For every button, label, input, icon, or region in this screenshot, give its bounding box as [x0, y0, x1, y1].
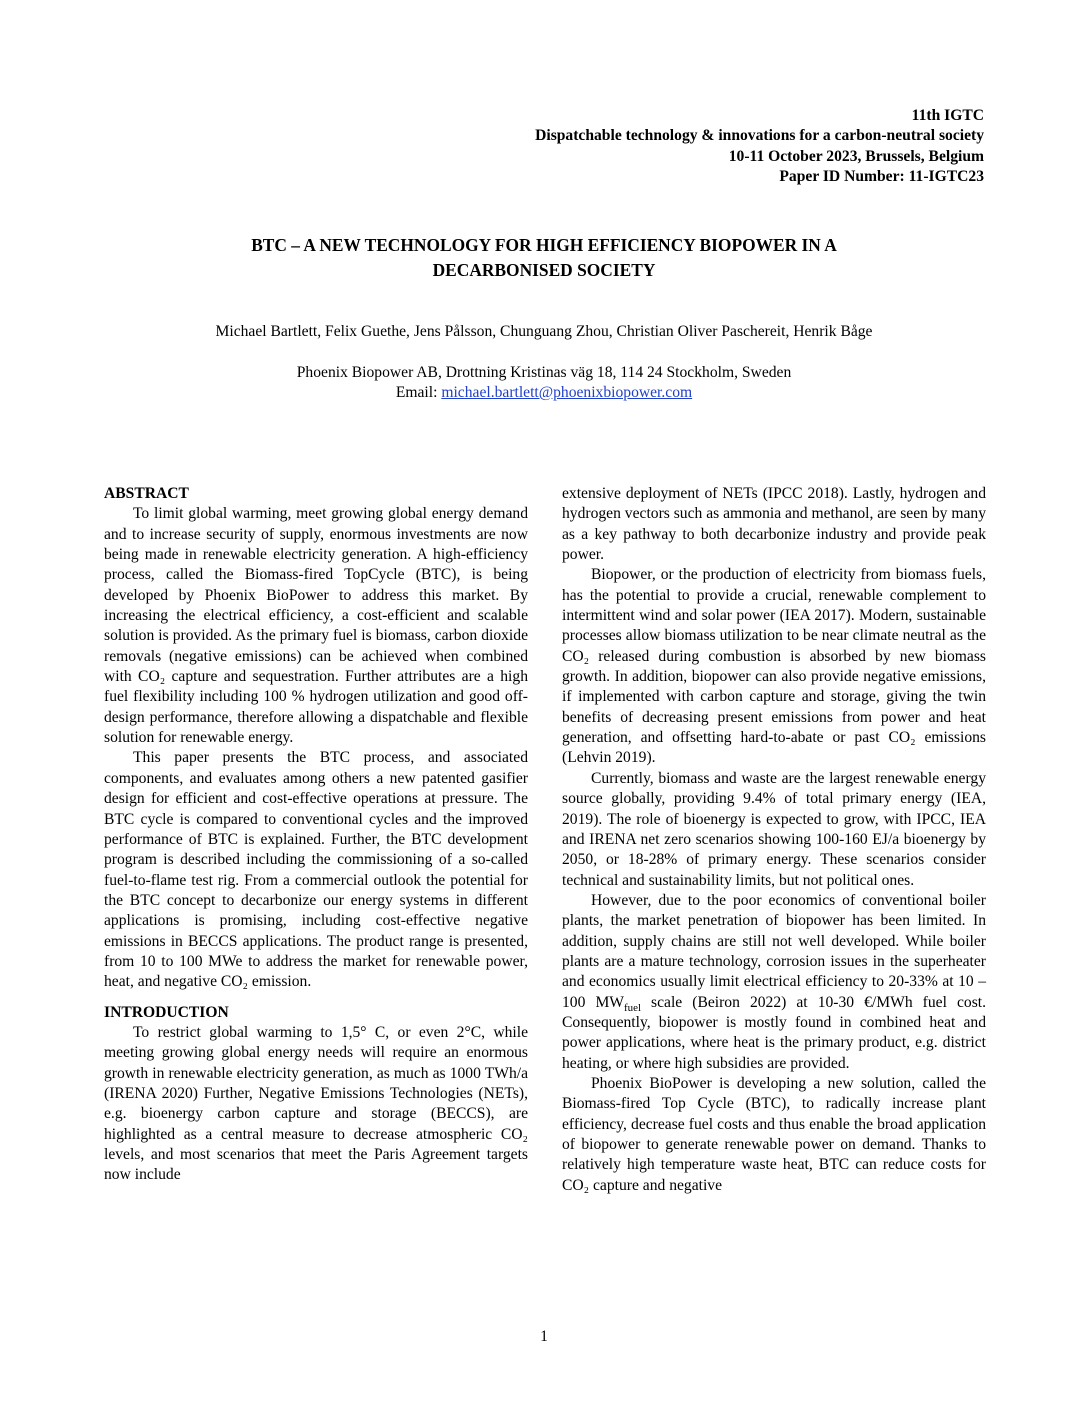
- email-link[interactable]: michael.bartlett@phoenixbiopower.com: [441, 384, 693, 401]
- introduction-paragraph-4: [562, 891, 986, 1074]
- paper-id: Paper ID Number: 11-IGTC23: [779, 168, 984, 186]
- abstract-heading: ABSTRACT: [104, 485, 189, 502]
- introduction-paragraph-3: Currently, biomass and waste are the largest renewable energy source globally, providing 9.4% of total primary energy (IEA, 2019). The role of bioenergy is expected to grow, with IPCC, IEA and IRENA net zero scenarios showing 100-160 EJ/a bioenergy by 2050, or 18-28% of primary energy. These scenarios consider technical and sustainability limits, but not political ones.: [562, 769, 986, 889]
- introduction-paragraph-1: To restrict global warming to 1,5° C, or even 2°C, while meeting growing global energy needs will require an enormous growth in renewable electricity generation, as much as 1000 TWh/a (IRENA 2020) Further, Negative Emissions Technologies (NETs), e.g. bioenergy carbon capture and storage (BECCS), are highlighted as a central measure to decrease atmospheric CO₂ levels, and most scenarios that meet the Paris Agreement targets now include: [104, 1023, 528, 1184]
- right-column: [562, 484, 986, 1196]
- introduction-paragraph-2: Biopower, or the production of electricity from biomass fuels, has the potential to provide a crucial, renewable complement to intermittent wind and solar power (IEA 2017). Modern, sustainable processes allow biomass utilization to be near climate neutral as the CO₂ released during combustion is absorbed by new biomass growth. In addition, biopower can also provide negative emissions, if implemented with carbon capture and storage, giving the twin benefits of decreasing present emissions from power and heat generation, and offsetting hard-to-abate or past CO₂ emissions (Lehvin 2019).: [562, 566, 986, 767]
- contact-email: [104, 383, 984, 403]
- introduction-paragraph-1-continued: extensive deployment of NETs (IPCC 2018). Lastly, hydrogen and hydrogen vectors such as ammonia and methanol, are seen by many as a key pathway to both decarbonize industry and provide peak power.: [562, 485, 986, 564]
- paper-title-line-1: BTC – A NEW TECHNOLOGY FOR HIGH EFFICIENCY BIOPOWER IN A: [251, 235, 837, 255]
- author-list: Michael Bartlett, Felix Guethe, Jens Pålsson, Chunguang Zhou, Christian Oliver Paschereit, Henrik Båge: [215, 323, 873, 340]
- introduction-heading: INTRODUCTION: [104, 1003, 229, 1021]
- paper-title: [104, 233, 984, 283]
- paragraph-4-text-a: However, due to the poor economics of conventional boiler plants, the market penetration of biopower has been limited. In addition, supply chains are still not well developed. While boiler plants are a mature technology, corrosion issues in the superheater and economics usually limit electrical efficiency to 20-33% at 10 – 100 MW: [562, 891, 986, 1011]
- fuel-subscript: fuel: [624, 1001, 641, 1014]
- abstract-paragraph-2: This paper presents the BTC process, and associated components, and evaluates among others a new patented gasifier design for efficient and cost-effective operations at pressure. The BTC cycle is compared to conventional cycles and the improved performance of BTC is explained. Further, the BTC development program is described including the commissioning of a so-called fuel-to-flame test rig. From a commercial outlook the potential for the BTC concept to decarbonize our energy systems in different applications is promising, including cost-effective negative emissions in BECCS applications. The product range is presented, from 10 to 100 MWe to address the market for renewable power, heat, and negative CO₂ emission.: [104, 749, 528, 991]
- conference-date-location: 10-11 October 2023, Brussels, Belgium: [728, 147, 984, 165]
- conference-name: 11th IGTC: [911, 107, 984, 124]
- conference-header: [535, 106, 984, 188]
- paper-title-line-2: DECARBONISED SOCIETY: [432, 260, 656, 280]
- email-label: Email:: [395, 384, 442, 401]
- left-column: [104, 484, 528, 1186]
- paragraph-4-text-b: scale (Beiron 2022) at 10-30 €/MWh fuel cost. Consequently, biopower is mostly found in combined heat and power applications, where heat is the primary product, e.g. district heating, or where high subsidies are provided.: [562, 993, 986, 1072]
- page-number: 1: [540, 1328, 548, 1345]
- introduction-paragraph-5: Phoenix BioPower is developing a new solution, called the Biomass-fired Top Cycle (BTC), to radically increase plant efficiency, decrease fuel costs and thus enable the broad application of biopower to generate renewable power on demand. Thanks to relatively high temperature waste heat, BTC can reduce costs for CO₂ capture and negative: [562, 1074, 986, 1194]
- conference-theme: Dispatchable technology & innovations for a carbon-neutral society: [535, 127, 984, 145]
- abstract-paragraph-1: To limit global warming, meet growing global energy demand and to increase security of supply, enormous investments are now being made in renewable electricity generation. A high-efficiency process, called the Biomass-fired TopCycle (BTC), is being developed by Phoenix BioPower to address this market. By increasing the electrical efficiency, a cost-efficient and scalable solution is provided. As the primary fuel is biomass, carbon dioxide removals (negative emissions) can be achieved when combined with CO₂ capture and sequestration. Further attributes are a high fuel flexibility including 100 % hydrogen utilization and good off-design performance, therefore allowing a dispatchable and flexible solution for renewable energy.: [104, 505, 528, 747]
- affiliation: Phoenix Biopower AB, Drottning Kristinas väg 18, 114 24 Stockholm, Sweden: [296, 364, 792, 381]
